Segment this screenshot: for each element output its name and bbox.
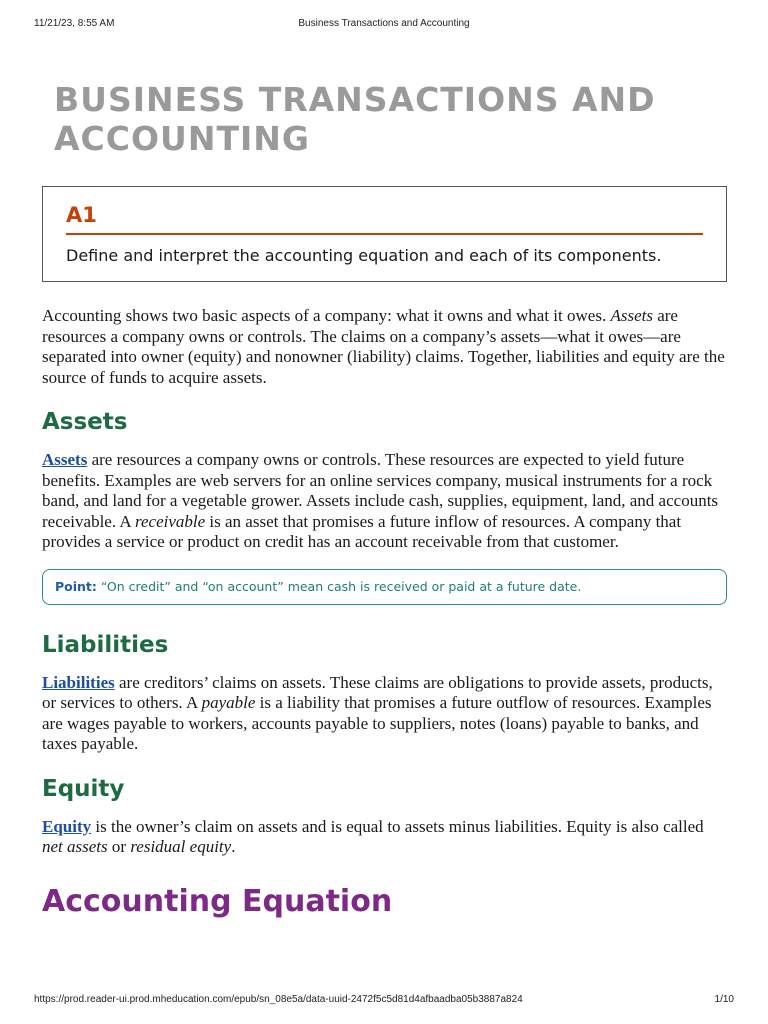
point-label: Point: bbox=[55, 578, 97, 594]
assets-heading: Assets bbox=[42, 409, 128, 435]
assets-paragraph bbox=[42, 450, 727, 553]
chapter-title: BUSINESS TRANSACTIONS AND ACCOUNTING bbox=[54, 80, 656, 158]
liabilities-heading: Liabilities bbox=[42, 631, 169, 658]
assets-emphasis-receivable: receivable bbox=[135, 511, 206, 531]
learning-objective-box bbox=[42, 186, 727, 282]
equity-text-3: . bbox=[231, 837, 236, 856]
objective-code: A1 bbox=[66, 203, 703, 235]
accounting-equation-heading: Accounting Equation bbox=[42, 883, 393, 919]
intro-paragraph bbox=[42, 306, 727, 388]
liabilities-text-2: is a liability that promises a future outflow of resources. Examples are wages payable to workers, accounts payable to suppliers, notes (loans) payable to banks, and taxes payable. bbox=[42, 693, 712, 753]
liabilities-emphasis-payable: payable bbox=[201, 693, 256, 712]
point-text: “On credit” and “on account” mean cash is received or paid at a future date. bbox=[96, 578, 582, 594]
liabilities-text-1: are creditors’ claims on assets. These claims are obligations to provide assets, products, or services to others. A bbox=[42, 672, 713, 712]
assets-text-2: is an asset that promises a future inflow of resources. A company that provides a service or product on credit has an account receivable from that customer. bbox=[42, 511, 682, 551]
assets-text-1: are resources a company owns or controls. These resources are expected to yield future benefits. Examples are web servers for an online services company, musical instruments for a rock band, and land for a vegetable grower. Assets include cash, supplies, equipment, land, and accounts receivable. A bbox=[42, 450, 719, 531]
intro-emphasis-assets: Assets bbox=[610, 306, 653, 325]
equity-text-1: is the owner’s claim on assets and is equal to assets minus liabilities. Equity is also called bbox=[91, 816, 704, 836]
liabilities-glossary-link[interactable]: Liabilities bbox=[42, 672, 115, 692]
equity-emphasis-net-assets: net assets bbox=[42, 837, 108, 856]
equity-emphasis-residual-equity: residual equity bbox=[130, 837, 232, 856]
objective-text: Define and interpret the accounting equation and each of its components. bbox=[66, 246, 662, 265]
point-callout bbox=[42, 569, 727, 605]
equity-text-2: or bbox=[107, 837, 131, 856]
document-content bbox=[42, 80, 727, 920]
liabilities-paragraph bbox=[42, 673, 727, 755]
equity-paragraph bbox=[42, 817, 727, 858]
intro-text-1: Accounting shows two basic aspects of a company: what it owns and what it owes. bbox=[42, 306, 611, 325]
intro-text-2: are resources a company owns or controls. The claims on a company’s assets—what it owes—are separated into owner (equity) and nonowner (liability) claims. Together, liabilities and equity are the source of funds to acquire assets. bbox=[42, 306, 725, 387]
print-header bbox=[34, 18, 734, 32]
print-page-title: Business Transactions and Accounting bbox=[298, 18, 470, 29]
assets-glossary-link[interactable]: Assets bbox=[42, 450, 88, 469]
equity-glossary-link[interactable]: Equity bbox=[42, 816, 92, 836]
print-url: https://prod.reader-ui.prod.mheducation.com/epub/sn_08e5a/data-uuid-2472f5c5d81d4afbaadba05b3887a824 bbox=[34, 994, 523, 1005]
print-footer bbox=[34, 994, 734, 1008]
equity-heading: Equity bbox=[42, 775, 125, 802]
page-number: 1/10 bbox=[714, 994, 734, 1005]
print-datetime: 11/21/23, 8:55 AM bbox=[34, 18, 115, 29]
